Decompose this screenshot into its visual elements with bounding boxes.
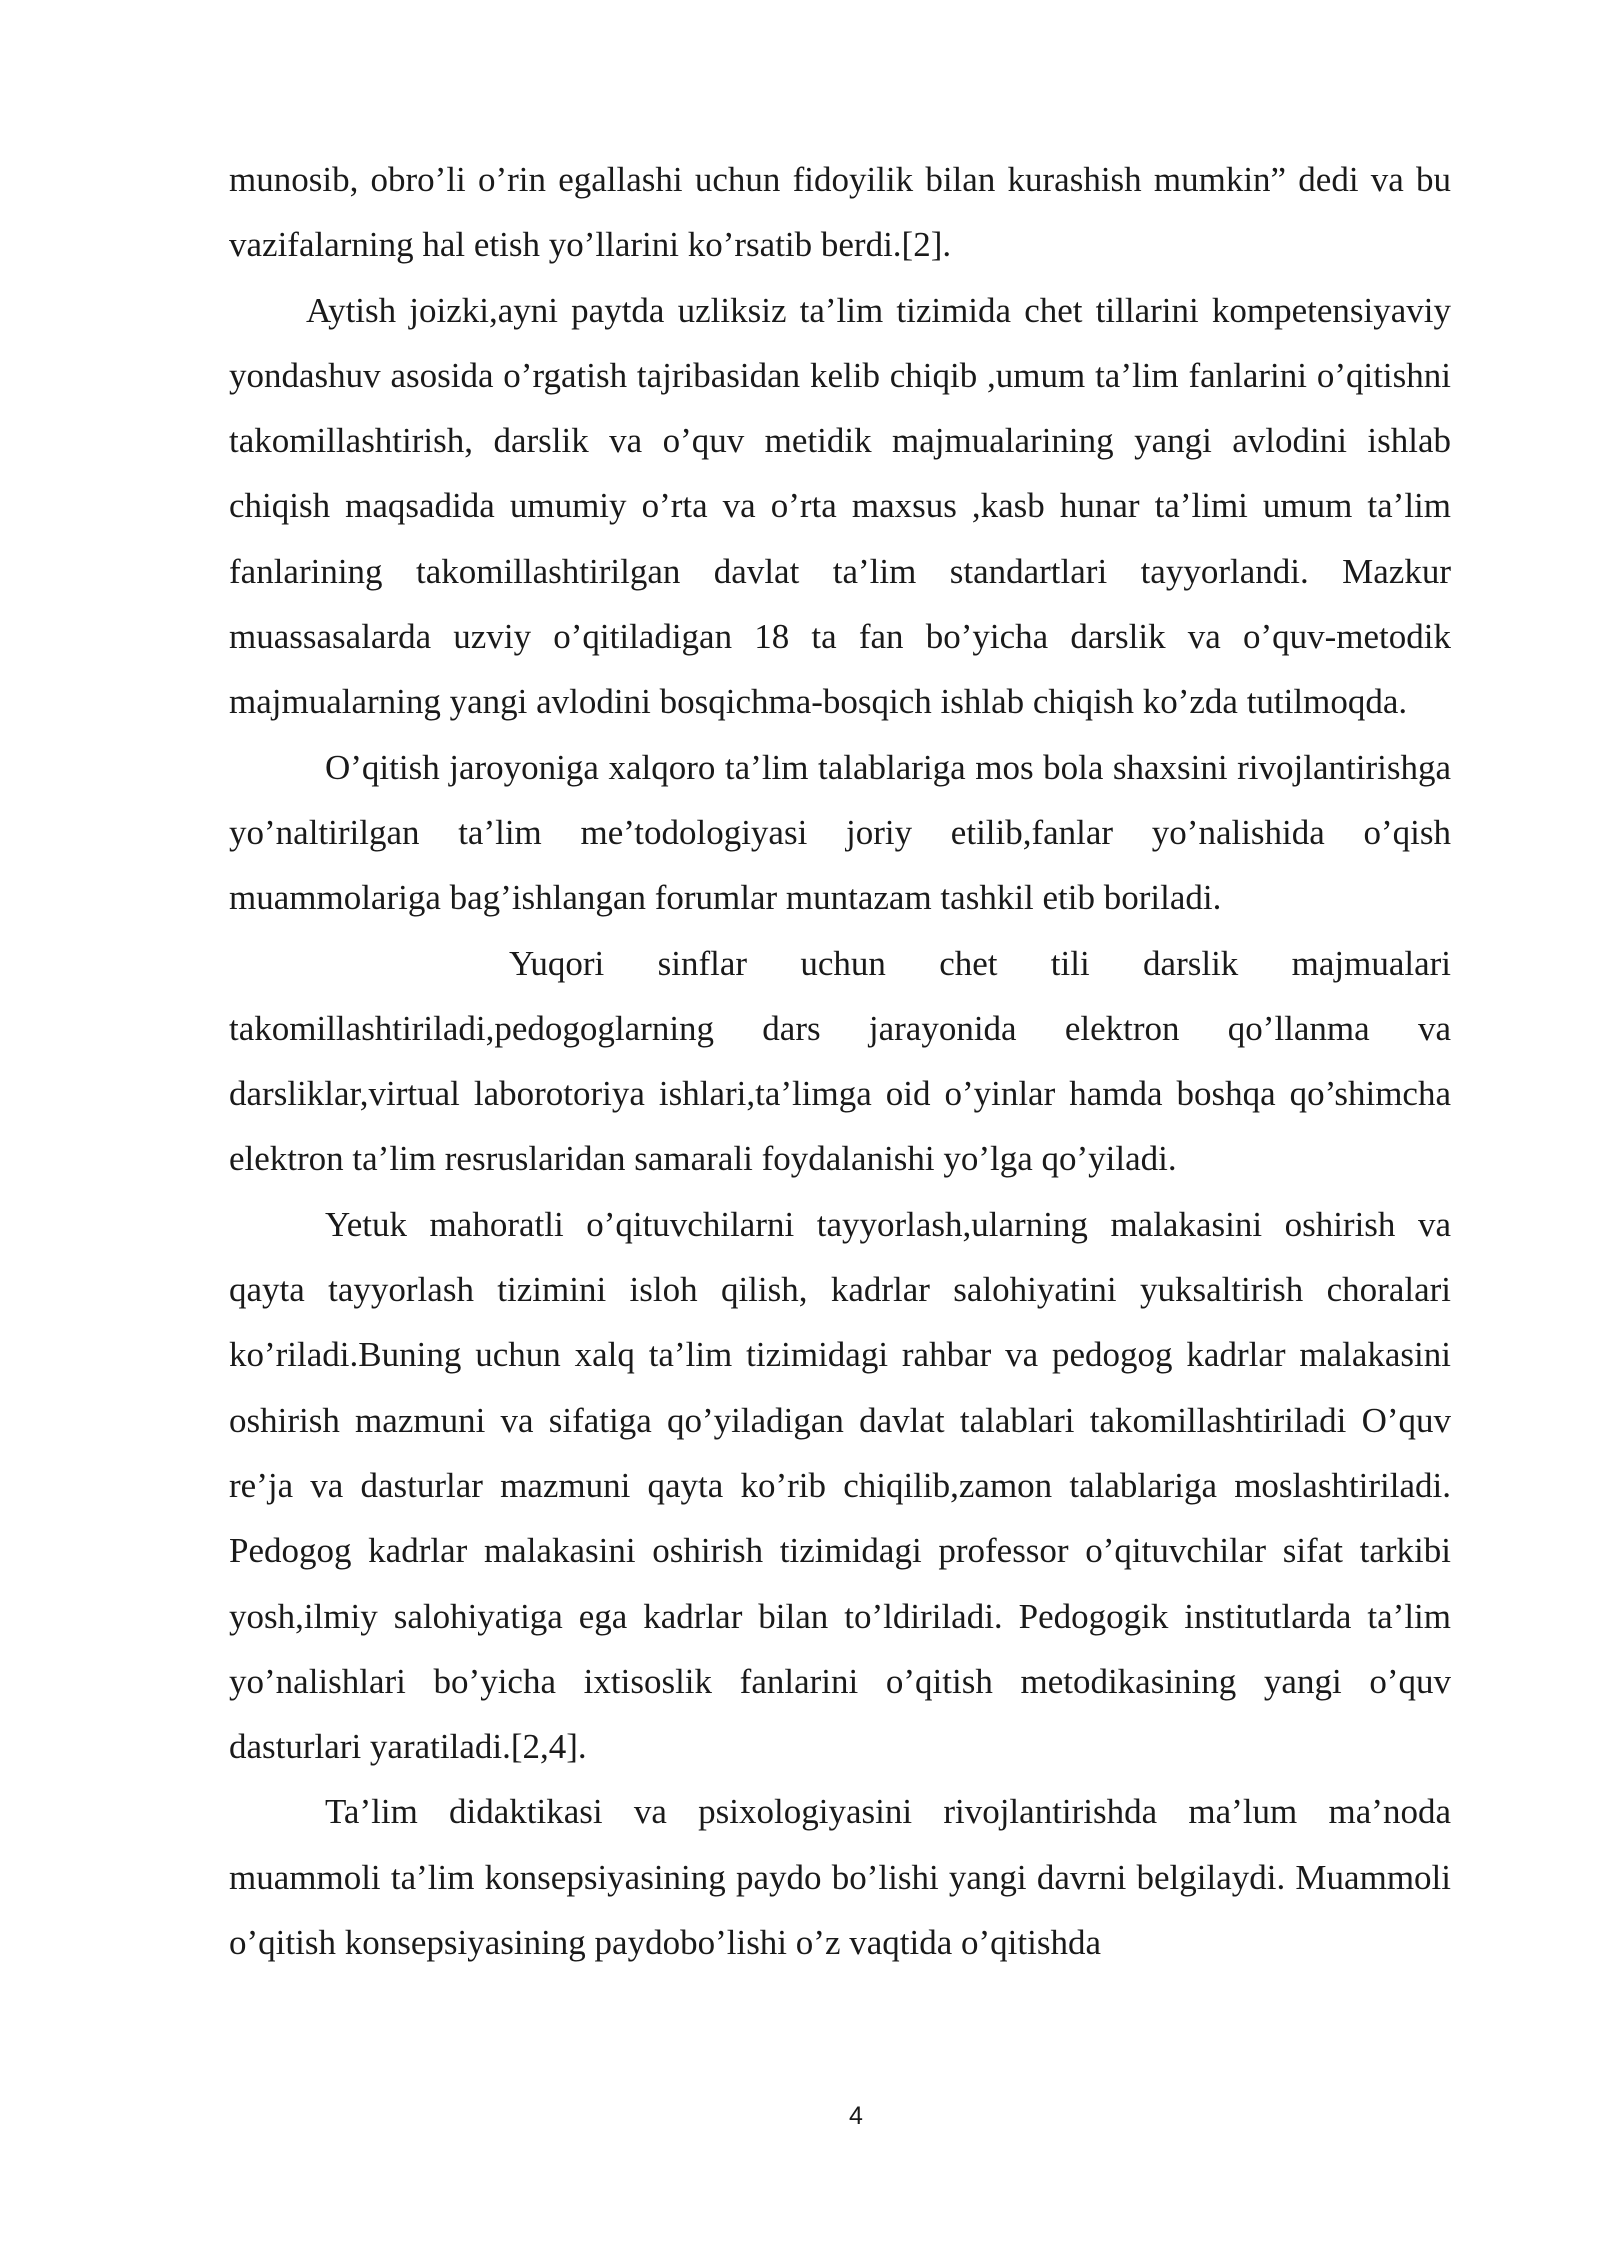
paragraph-continuation: munosib, obro’li o’rin egallashi uchun fidoyilik bilan kurashish mumkin” dedi va bu vazifalarning hal etish yo’llarini ko’rsatib berdi.[2].: [229, 160, 1451, 265]
paragraph-didactics: Ta’lim didaktikasi va psixologiyasini rivojlantirishda ma’lum ma’noda muammoli ta’lim konsepsiyasining paydo bo’lishi yangi davrni belgilaydi. Muammoli o’qitish konsepsiyasining paydobo’lishi o’z vaqtida o’qitishda: [229, 1792, 1451, 1963]
paragraph-methodology: O’qitish jaroyoniga xalqoro ta’lim talablariga mos bola shaxsini rivojlantirishga yo’naltirilgan ta’lim me’todologiyasi joriy etilib,fanlar yo’nalishida o’qish muammolariga bag’ishlangan forumlar muntazam tashkil etib boriladi.: [229, 747, 1451, 918]
page-number: 4: [849, 2102, 863, 2130]
paragraph-teacher-training: Yetuk mahoratli o’qituvchilarni tayyorlash,ularning malakasini oshirish va qayta tayyorlash tizimini isloh qilish, kadrlar salohiyatini yuksaltirish choralari ko’riladi.Buning uchun xalq ta’lim tizimidagi rahbar va pedogog kadrlar malakasini oshirish mazmuni va sifatiga qo’yiladigan davlat talablari takomillashtiriladi O’quv re’ja va dasturlar mazmuni qayta ko’rib chiqilib,zamon talablariga moslashtiriladi. Pedogog kadrlar malakasini oshirish tizimidagi professor o’qituvchilar sifat tarkibi yosh,ilmiy salohiyatiga ega kadrlar bilan to’ldiriladi. Pedogogik institutlarda ta’lim yo’nalishlari bo’yicha ixtisoslik fanlarini o’qitish metodikasining yangi o’quv dasturlari yaratiladi.[2,4].: [229, 1204, 1451, 1767]
paragraph-standards: Aytish joizki,ayni paytda uzliksiz ta’lim tizimida chet tillarini kompetensiyaviy yondashuv asosida o’rgatish tajribasidan kelib chiqib ,umum ta’lim fanlarini o’qitishni takomillashtirish, darslik va o’quv metidik majmualarining yangi avlodini ishlab chiqish maqsadida umumiy o’rta va o’rta maxsus ,kasb hunar ta’limi umum ta’lim fanlarining takomillashtirilgan davlat ta’lim standartlari tayyorlandi. Mazkur muassasalarda uzviy o’qitiladigan 18 ta fan bo’yicha darslik va o’quv-metodik majmualarning yangi avlodini bosqichma-bosqich ishlab chiqish ko’zda tutilmoqda.: [229, 290, 1451, 722]
body-text: [229, 147, 1451, 1975]
paragraph-textbooks: Yuqori sinflar uchun chet tili darslik majmualari takomillashtiriladi,pedogoglarning dars jarayonida elektron qo’llanma va darsliklar,virtual laborotoriya ishlari,ta’limga oid o’yinlar hamda boshqa qo’shimcha elektron ta’lim resruslaridan samarali foydalanishi yo’lga qo’yiladi.: [229, 943, 1451, 1179]
